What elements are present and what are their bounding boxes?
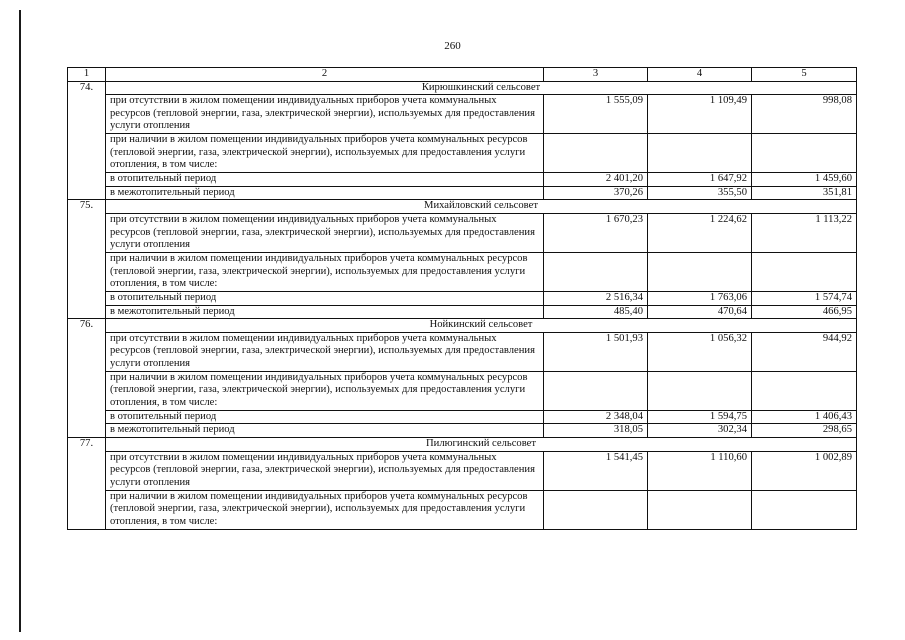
section-title: Кирюшкинский сельсовет <box>106 81 857 95</box>
value-col-5 <box>752 371 857 410</box>
section-title: Нойкинский сельсовет <box>106 319 857 333</box>
table-row <box>68 371 857 410</box>
value-col-4 <box>648 252 752 291</box>
row-label: в отопительный период <box>106 173 544 187</box>
value-col-3 <box>544 371 648 410</box>
table-row <box>68 291 857 305</box>
row-label: в отопительный период <box>106 291 544 305</box>
row-label: в межотопительный период <box>106 424 544 438</box>
row-label: в межотопительный период <box>106 186 544 200</box>
value-col-4: 302,34 <box>648 424 752 438</box>
section-number: 77. <box>68 437 106 529</box>
value-col-3: 370,26 <box>544 186 648 200</box>
table-row <box>68 252 857 291</box>
row-label: при отсутствии в жилом помещении индивидуальных приборов учета коммунальных ресурсов (тепловой энергии, газа, электрической энергии), используемых для предоставления услуги отопления <box>106 451 544 490</box>
value-col-3: 1 670,23 <box>544 213 648 252</box>
table-row <box>68 332 857 371</box>
section-number: 76. <box>68 319 106 438</box>
value-col-4: 1 647,92 <box>648 173 752 187</box>
value-col-4: 1 594,75 <box>648 410 752 424</box>
value-col-3: 318,05 <box>544 424 648 438</box>
section-title: Михайловский сельсовет <box>106 200 857 214</box>
value-col-3 <box>544 252 648 291</box>
value-col-3: 1 501,93 <box>544 332 648 371</box>
value-col-4: 470,64 <box>648 305 752 319</box>
value-col-5: 1 459,60 <box>752 173 857 187</box>
value-col-3 <box>544 490 648 529</box>
value-col-4 <box>648 134 752 173</box>
value-col-5: 1 574,74 <box>752 291 857 305</box>
value-col-5 <box>752 252 857 291</box>
value-col-4: 1 763,06 <box>648 291 752 305</box>
row-label: при отсутствии в жилом помещении индивидуальных приборов учета коммунальных ресурсов (тепловой энергии, газа, электрической энергии), используемых для предоставления услуги отопления <box>106 95 544 134</box>
value-col-5: 1 406,43 <box>752 410 857 424</box>
value-col-5 <box>752 490 857 529</box>
value-col-5: 1 002,89 <box>752 451 857 490</box>
value-col-5: 466,95 <box>752 305 857 319</box>
value-col-3: 485,40 <box>544 305 648 319</box>
section-title: Пилюгинский сельсовет <box>106 437 857 451</box>
value-col-3: 2 401,20 <box>544 173 648 187</box>
value-col-3: 1 555,09 <box>544 95 648 134</box>
column-header-2: 2 <box>106 68 544 82</box>
table-row <box>68 95 857 134</box>
section-header-row <box>68 437 857 451</box>
row-label: при наличии в жилом помещении индивидуальных приборов учета коммунальных ресурсов (тепловой энергии, газа, электрической энергии), используемых для предоставления услуги отопления, в том числе: <box>106 371 544 410</box>
value-col-5: 1 113,22 <box>752 213 857 252</box>
row-label: при наличии в жилом помещении индивидуальных приборов учета коммунальных ресурсов (тепловой энергии, газа, электрической энергии), используемых для предоставления услуги отопления, в том числе: <box>106 134 544 173</box>
value-col-4: 1 056,32 <box>648 332 752 371</box>
tariff-table <box>67 67 857 530</box>
value-col-4: 1 224,62 <box>648 213 752 252</box>
value-col-4 <box>648 371 752 410</box>
table-row <box>68 213 857 252</box>
page-number: 260 <box>444 40 461 52</box>
table-row <box>68 186 857 200</box>
value-col-4 <box>648 490 752 529</box>
section-header-row <box>68 81 857 95</box>
row-label: при отсутствии в жилом помещении индивидуальных приборов учета коммунальных ресурсов (тепловой энергии, газа, электрической энергии), используемых для предоставления услуги отопления <box>106 332 544 371</box>
row-label: при наличии в жилом помещении индивидуальных приборов учета коммунальных ресурсов (тепловой энергии, газа, электрической энергии), используемых для предоставления услуги отопления, в том числе: <box>106 252 544 291</box>
value-col-5 <box>752 134 857 173</box>
value-col-5: 298,65 <box>752 424 857 438</box>
value-col-5: 351,81 <box>752 186 857 200</box>
column-header-1: 1 <box>68 68 106 82</box>
value-col-4: 355,50 <box>648 186 752 200</box>
tariff-table-body <box>68 68 857 530</box>
value-col-5: 944,92 <box>752 332 857 371</box>
value-col-3: 2 348,04 <box>544 410 648 424</box>
table-row <box>68 173 857 187</box>
table-row <box>68 410 857 424</box>
section-number: 74. <box>68 81 106 200</box>
value-col-4: 1 110,60 <box>648 451 752 490</box>
value-col-3: 2 516,34 <box>544 291 648 305</box>
column-header-3: 3 <box>544 68 648 82</box>
value-col-5: 998,08 <box>752 95 857 134</box>
binding-line <box>19 10 21 632</box>
row-label: в межотопительный период <box>106 305 544 319</box>
row-label: при наличии в жилом помещении индивидуальных приборов учета коммунальных ресурсов (тепловой энергии, газа, электрической энергии), используемых для предоставления услуги отопления, в том числе: <box>106 490 544 529</box>
column-header-row <box>68 68 857 82</box>
column-header-5: 5 <box>752 68 857 82</box>
row-label: при отсутствии в жилом помещении индивидуальных приборов учета коммунальных ресурсов (тепловой энергии, газа, электрической энергии), используемых для предоставления услуги отопления <box>106 213 544 252</box>
section-number: 75. <box>68 200 106 319</box>
section-header-row <box>68 319 857 333</box>
column-header-4: 4 <box>648 68 752 82</box>
section-header-row <box>68 200 857 214</box>
table-row <box>68 451 857 490</box>
table-row <box>68 134 857 173</box>
value-col-3: 1 541,45 <box>544 451 648 490</box>
row-label: в отопительный период <box>106 410 544 424</box>
table-row <box>68 305 857 319</box>
value-col-3 <box>544 134 648 173</box>
table-row <box>68 490 857 529</box>
value-col-4: 1 109,49 <box>648 95 752 134</box>
table-row <box>68 424 857 438</box>
